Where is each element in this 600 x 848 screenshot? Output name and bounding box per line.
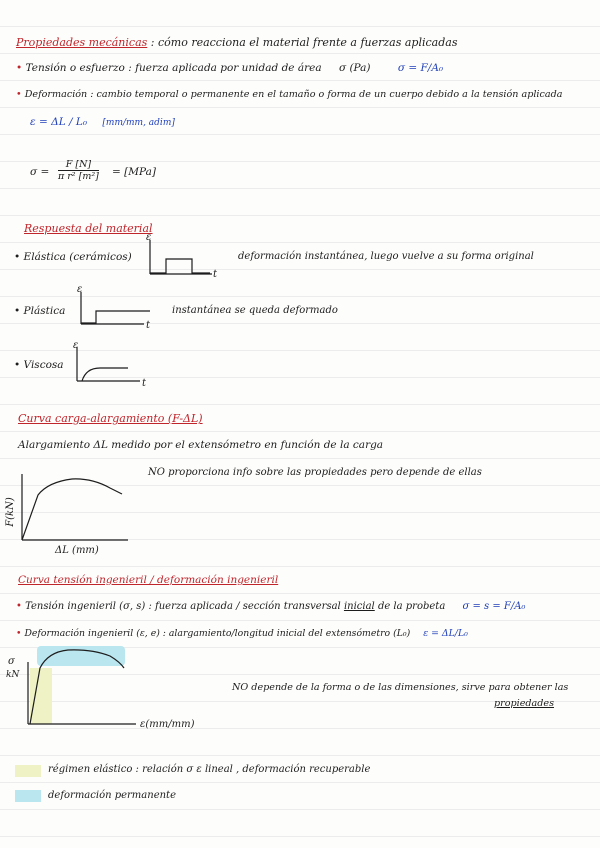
deformacion-label: Deformación : cambio temporal o permanente en el tamaño o forma de un cuerpo debido a la tensión aplicada [24, 89, 563, 100]
section4-note-line2: propiedades [494, 698, 554, 709]
tension-ing-inicial: inicial [343, 601, 375, 612]
bullet-dot: • [16, 628, 22, 639]
deformacion-units: [mm/mm, adim] [102, 118, 175, 128]
sigma-numerator: F [N] [58, 159, 99, 171]
elastica-label: Elástica (cerámicos) [23, 251, 132, 263]
plastica-label-line [14, 305, 65, 317]
viscosa-curve [82, 368, 128, 381]
section1-title: Propiedades mecánicas [16, 36, 148, 49]
viscosa-eps: ε [73, 340, 79, 351]
plastica-desc: instantánea se queda deformado [172, 305, 338, 316]
tension-ylabel-sigma: σ [8, 656, 15, 667]
sigma-rhs: = [MPa] [112, 166, 156, 178]
carga-xlabel: ΔL (mm) [55, 545, 99, 556]
elastic-region-highlight [30, 668, 52, 724]
deformacion-formula: ε = ΔL / L₀ [30, 116, 88, 128]
viscosa-t: t [142, 378, 147, 389]
legend-yellow-text: régimen elástico : relación σ ε lineal , deformación recuperable [48, 764, 371, 775]
elastica-desc: deformación instantánea, luego vuelve a su forma original [238, 251, 534, 262]
elastica-curve [150, 259, 210, 273]
section4-note-line1: NO depende de la forma o de las dimensiones, sirve para obtener las [232, 682, 569, 693]
tension-ing-rest: de la probeta [377, 601, 446, 612]
bullet-dot: • [14, 305, 21, 317]
elastica-eps: ε [146, 232, 152, 243]
plastica-t: t [146, 320, 151, 331]
tension-formula: σ = F/A₀ [397, 62, 444, 74]
carga-alargamiento-graph [5, 474, 128, 556]
bullet-dot: • [14, 359, 21, 371]
viscosa-label: Viscosa [23, 359, 64, 371]
deform-ing-formula: ε = ΔL/L₀ [423, 628, 468, 639]
viscosa-graph [73, 340, 147, 389]
legend-cyan-swatch [15, 790, 41, 802]
deform-ing-line [16, 628, 468, 639]
legend-yellow-swatch [15, 765, 41, 777]
section3-note: NO proporciona info sobre las propiedades pero depende de ellas [148, 467, 482, 478]
tension-symbol: σ (Pa) [338, 62, 371, 74]
plastica-graph [77, 284, 151, 331]
tension-ing-label: Tensión ingenieril (σ, s) : fuerza aplicada / sección transversal [25, 601, 341, 612]
section4-title: Curva tensión ingenieril / deformación ingenieril [18, 574, 279, 586]
viscosa-label-line [14, 359, 64, 371]
legend-cyan-text: deformación permanente [48, 790, 176, 801]
carga-ylabel: F(kN) [5, 497, 16, 527]
section3-desc: Alargamiento ΔL medido por el extensómetro en función de la carga [18, 439, 384, 451]
elastica-graph [146, 232, 218, 280]
section1-title-rest: : cómo reacciona el material frente a fuerzas aplicadas [150, 36, 458, 49]
tension-ing-line [16, 601, 525, 612]
tension-label: Tensión o esfuerzo : fuerza aplicada por unidad de área [25, 62, 322, 74]
section2-title: Respuesta del material [24, 222, 153, 235]
plastica-eps: ε [77, 284, 83, 295]
bullet-dot: • [16, 62, 23, 74]
bullet-dot: • [14, 251, 21, 263]
elastica-t: t [213, 269, 218, 280]
deform-ing-label: Deformación ingenieril (ε, e) : alargamiento/longitud inicial del extensómetro (L₀) [24, 628, 411, 639]
bullet-dot: • [16, 601, 22, 612]
plastica-label: Plástica [23, 305, 66, 317]
section3-title: Curva carga-alargamiento (F-ΔL) [18, 412, 203, 425]
sigma-lhs: σ = [30, 166, 50, 178]
bullet-dot: • [16, 89, 22, 100]
plastica-curve [81, 311, 150, 323]
tension-ing-formula: σ = s = F/A₀ [462, 601, 526, 612]
sigma-denominator: π r² [m²] [58, 171, 99, 182]
tension-ylabel-kn: kN [6, 670, 20, 680]
tension-deformacion-graph [6, 646, 195, 730]
tension-xlabel: ε(mm/mm) [140, 719, 195, 730]
carga-curve [22, 479, 122, 540]
